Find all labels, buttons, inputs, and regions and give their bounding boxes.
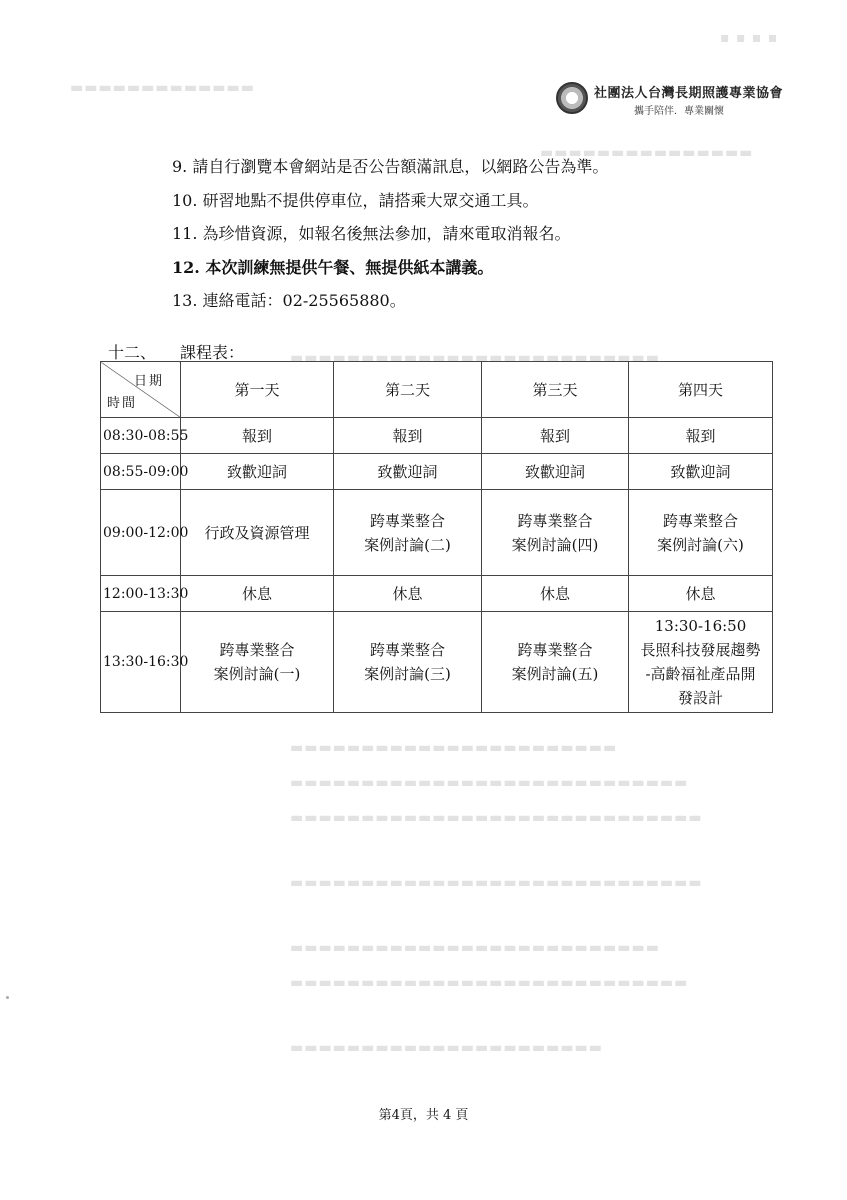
scan-speck	[6, 996, 9, 999]
day-header: 第三天	[482, 362, 629, 418]
table-header-row	[101, 362, 773, 418]
session-text: 跨專業整合	[369, 641, 445, 659]
session-text: 致歡迎詞	[524, 462, 585, 481]
session-text: 休息	[241, 584, 272, 603]
day-header: 第一天	[181, 362, 334, 418]
session-text: 報到	[392, 426, 423, 445]
session-cell	[629, 418, 773, 454]
session-text: 休息	[685, 584, 716, 603]
bleed-through-mark: ▬▬▬▬▬▬▬▬▬▬▬▬▬▬▬▬▬▬▬▬▬▬▬	[290, 740, 618, 756]
session-text: 案例討論(三)	[364, 665, 451, 683]
session-text: 報到	[539, 426, 570, 445]
session-text: 跨專業整合	[219, 641, 295, 659]
section-number: 十二、	[108, 343, 157, 362]
session-cell	[629, 490, 773, 576]
session-text: 案例討論(一)	[213, 665, 301, 683]
time-cell: 09:00-12:00	[101, 490, 181, 576]
course-schedule-table	[100, 361, 773, 713]
notes-list	[172, 150, 608, 318]
corner-date-label: 日期	[133, 374, 164, 389]
session-text: 行政及資源管理	[204, 523, 310, 542]
session-cell	[629, 576, 773, 612]
session-text: 致歡迎詞	[670, 462, 731, 481]
session-cell	[482, 576, 629, 612]
session-cell	[482, 418, 629, 454]
section-heading	[108, 340, 244, 363]
day-header: 第二天	[334, 362, 482, 418]
session-text: 休息	[392, 584, 423, 603]
bleed-through-mark: ▬▬▬▬▬▬▬▬▬▬▬▬▬▬▬▬▬▬▬▬▬▬▬▬▬▬▬▬	[290, 975, 689, 991]
time-cell: 12:00-13:30	[101, 576, 181, 612]
table-row	[101, 576, 773, 612]
session-text: 跨專業整合	[662, 511, 738, 530]
session-cell	[181, 576, 334, 612]
session-text: 跨專業整合	[517, 641, 593, 659]
session-text: 報到	[685, 426, 716, 445]
organization-logo	[556, 80, 796, 118]
session-text: 案例討論(六)	[657, 535, 744, 554]
session-text: 長照科技發展趨勢	[640, 641, 761, 659]
session-text: 休息	[539, 584, 570, 603]
section-title: 課程表：	[180, 343, 245, 362]
session-cell	[334, 490, 482, 576]
session-cell	[482, 490, 629, 576]
bleed-through-mark: ▬▬▬▬▬▬▬▬▬▬▬▬▬▬▬▬▬▬▬▬▬▬▬▬▬▬▬▬▬	[290, 810, 703, 826]
session-text: 跨專業整合	[369, 511, 445, 530]
table-corner-cell	[101, 362, 181, 418]
time-cell: 08:55-09:00	[101, 454, 181, 490]
organization-name: 社團法人台灣長期照護專業協會	[594, 86, 784, 101]
session-text: 案例討論(二)	[364, 535, 451, 554]
corner-time-label: 時間	[107, 396, 138, 411]
bleed-through-mark: ▬▬▬▬▬▬▬▬▬▬▬▬▬▬▬	[540, 145, 754, 161]
session-text: 案例討論(四)	[511, 535, 599, 554]
bleed-through-mark: ▬▬▬▬▬▬▬▬▬▬▬▬▬▬▬▬▬▬▬▬▬▬▬▬▬▬▬▬	[290, 775, 689, 791]
session-cell	[181, 418, 334, 454]
session-text: 發設計	[677, 689, 723, 707]
session-cell	[482, 454, 629, 490]
session-text: -高齡福祉產品開	[645, 665, 756, 683]
session-cell	[334, 612, 482, 713]
bleed-through-mark: ▬▬▬▬▬▬▬▬▬▬▬▬▬▬▬▬▬▬▬▬▬▬▬▬▬▬	[290, 940, 660, 956]
table-row	[101, 490, 773, 576]
organization-slogan: 攜手陪伴．專業關懷	[634, 106, 724, 117]
note-item: 11. 為珍惜資源，如報名後無法參加，請來電取消報名。	[172, 224, 571, 244]
bleed-through-mark: ▪ ▪ ▪ ▪	[720, 30, 779, 46]
session-cell	[334, 418, 482, 454]
time-cell: 13:30-16:30	[101, 612, 181, 713]
note-item-emphasis: 12. 本次訓練無提供午餐、無提供紙本講義。	[172, 257, 494, 277]
day-header: 第四天	[629, 362, 773, 418]
note-item: 13. 連絡電話：02-25565880。	[172, 291, 406, 311]
session-cell	[629, 454, 773, 490]
time-cell: 08:30-08:55	[101, 418, 181, 454]
bleed-through-mark: ▬▬▬▬▬▬▬▬▬▬▬▬▬▬▬▬▬▬▬▬▬▬	[290, 1040, 604, 1056]
session-cell	[334, 454, 482, 490]
table-row	[101, 612, 773, 713]
session-text: 報到	[241, 426, 272, 445]
session-text: 致歡迎詞	[377, 462, 438, 481]
bleed-through-mark: ▬▬▬▬▬▬▬▬▬▬▬▬▬▬▬▬▬▬▬▬▬▬▬▬▬▬	[290, 350, 660, 366]
table-row	[101, 454, 773, 490]
session-text: 13:30-16:50	[654, 617, 747, 635]
table-row	[101, 418, 773, 454]
note-item: 10. 研習地點不提供停車位，請搭乘大眾交通工具。	[172, 190, 539, 210]
bleed-through-mark: ▬▬▬▬▬▬▬▬▬▬▬▬▬	[70, 80, 255, 96]
session-cell	[334, 576, 482, 612]
session-cell	[482, 612, 629, 713]
note-item: 9. 請自行瀏覽本會網站是否公告額滿訊息，以網路公告為準。	[172, 157, 609, 176]
session-cell	[181, 490, 334, 576]
session-text: 跨專業整合	[517, 511, 593, 530]
session-cell	[181, 612, 334, 713]
session-cell	[629, 612, 773, 713]
bleed-through-mark: ▬▬▬▬▬▬▬▬▬▬▬▬▬▬▬▬▬▬▬▬▬▬▬▬▬▬▬▬▬	[290, 875, 703, 891]
organization-seal-icon	[556, 82, 588, 114]
session-cell	[181, 454, 334, 490]
session-text: 致歡迎詞	[226, 462, 287, 481]
session-text: 案例討論(五)	[511, 665, 599, 683]
page-footer: 第4頁，共 4 頁	[378, 1108, 469, 1123]
